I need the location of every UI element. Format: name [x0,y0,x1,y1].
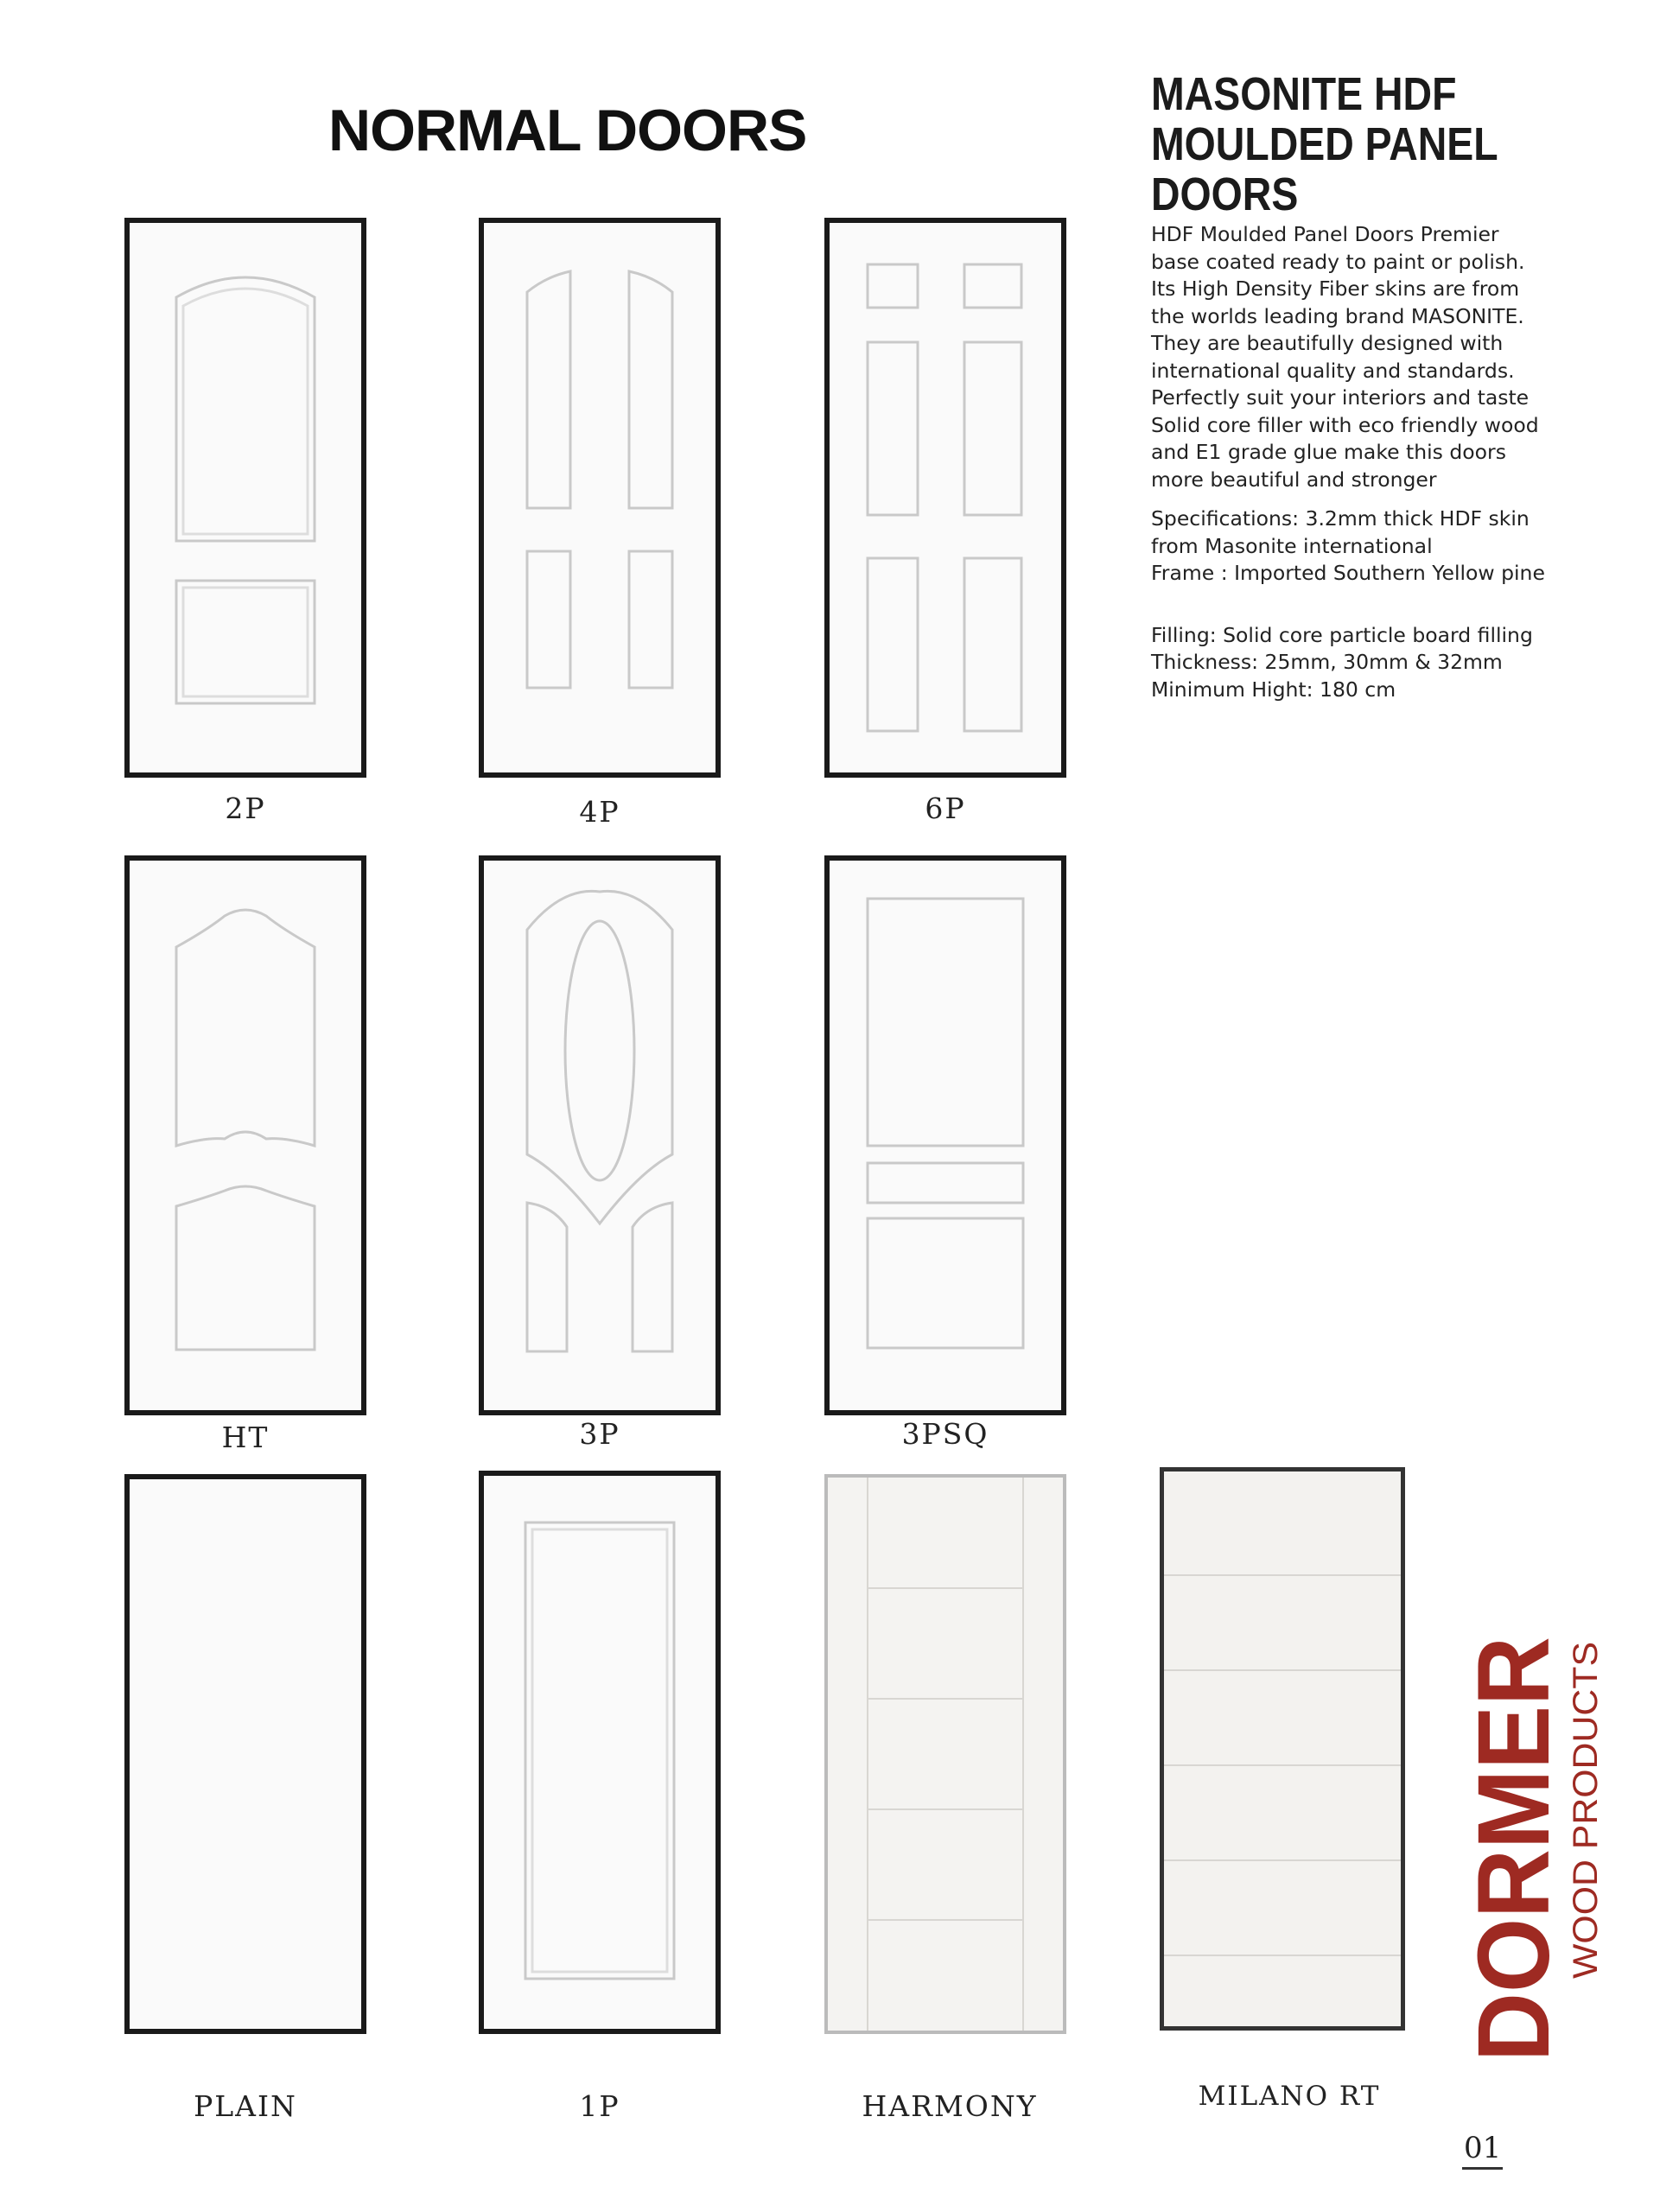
spec-line: Specifications: 3.2mm thick HDF skin [1151,506,1530,531]
door-image-plain [124,1474,366,2034]
door-image-1p [479,1471,721,2034]
product-heading [1151,69,1568,219]
door-image-2p [124,218,366,778]
door-label: 3PSQ [901,1417,989,1451]
spec-line: Minimum Hight: 180 cm [1151,677,1396,702]
door-image-3p [479,855,721,1415]
spec-line: Frame : Imported Southern Yellow pine [1151,561,1545,585]
description-paragraph [1151,221,1618,493]
door-label: HARMONY [862,2089,1038,2123]
page-number: 01 [1462,2131,1503,2170]
description-line: base coated ready to paint or polish. [1151,249,1525,274]
door-label: 2P [225,791,266,825]
door-image-harmony [824,1474,1066,2034]
door-label: HT [221,1421,270,1454]
door-label: 4P [579,795,620,829]
door-label: 6P [925,791,966,825]
door-label: 1P [579,2089,620,2123]
brand-name: DORMER [1457,1633,1571,2062]
product-heading-line: MASONITE HDF [1151,68,1457,120]
description-line: more beautiful and stronger [1151,467,1437,492]
description-line: international quality and standards. [1151,358,1515,383]
product-heading-line: MOULDED PANEL [1151,118,1498,170]
door-image-ht [124,855,366,1415]
specifications [1151,505,1618,588]
product-heading-line: DOORS [1151,168,1299,220]
door-image-3psq [824,855,1066,1415]
door-image-4p [479,218,721,778]
description-line: Its High Density Fiber skins are from [1151,276,1520,301]
description-line: the worlds leading brand MASONITE. [1151,303,1524,328]
description-line: Perfectly suit your interiors and taste [1151,385,1530,410]
description-line: Solid core filler with eco friendly wood [1151,412,1539,437]
spec-line: Filling: Solid core particle board filling [1151,622,1533,647]
door-image-6p [824,218,1066,778]
product-description [1151,221,1618,703]
description-line: and E1 grade glue make this doors [1151,440,1506,464]
door-image-milano-rt [1160,1467,1405,2031]
filling-specs [1151,622,1618,704]
dormer-logo [1452,1633,1616,2065]
description-line: They are beautifully designed with [1151,331,1504,355]
brand-tagline: WOOD PRODUCTS [1567,1663,1605,1979]
description-line: HDF Moulded Panel Doors Premier [1151,222,1499,246]
spec-line: Thickness: 25mm, 30mm & 32mm [1151,650,1503,674]
door-label: MILANO RT [1198,2081,1381,2112]
door-label: 3P [579,1417,620,1451]
page-title: NORMAL DOORS [328,98,807,163]
door-label: PLAIN [194,2089,297,2123]
spec-line: from Masonite international [1151,533,1433,558]
